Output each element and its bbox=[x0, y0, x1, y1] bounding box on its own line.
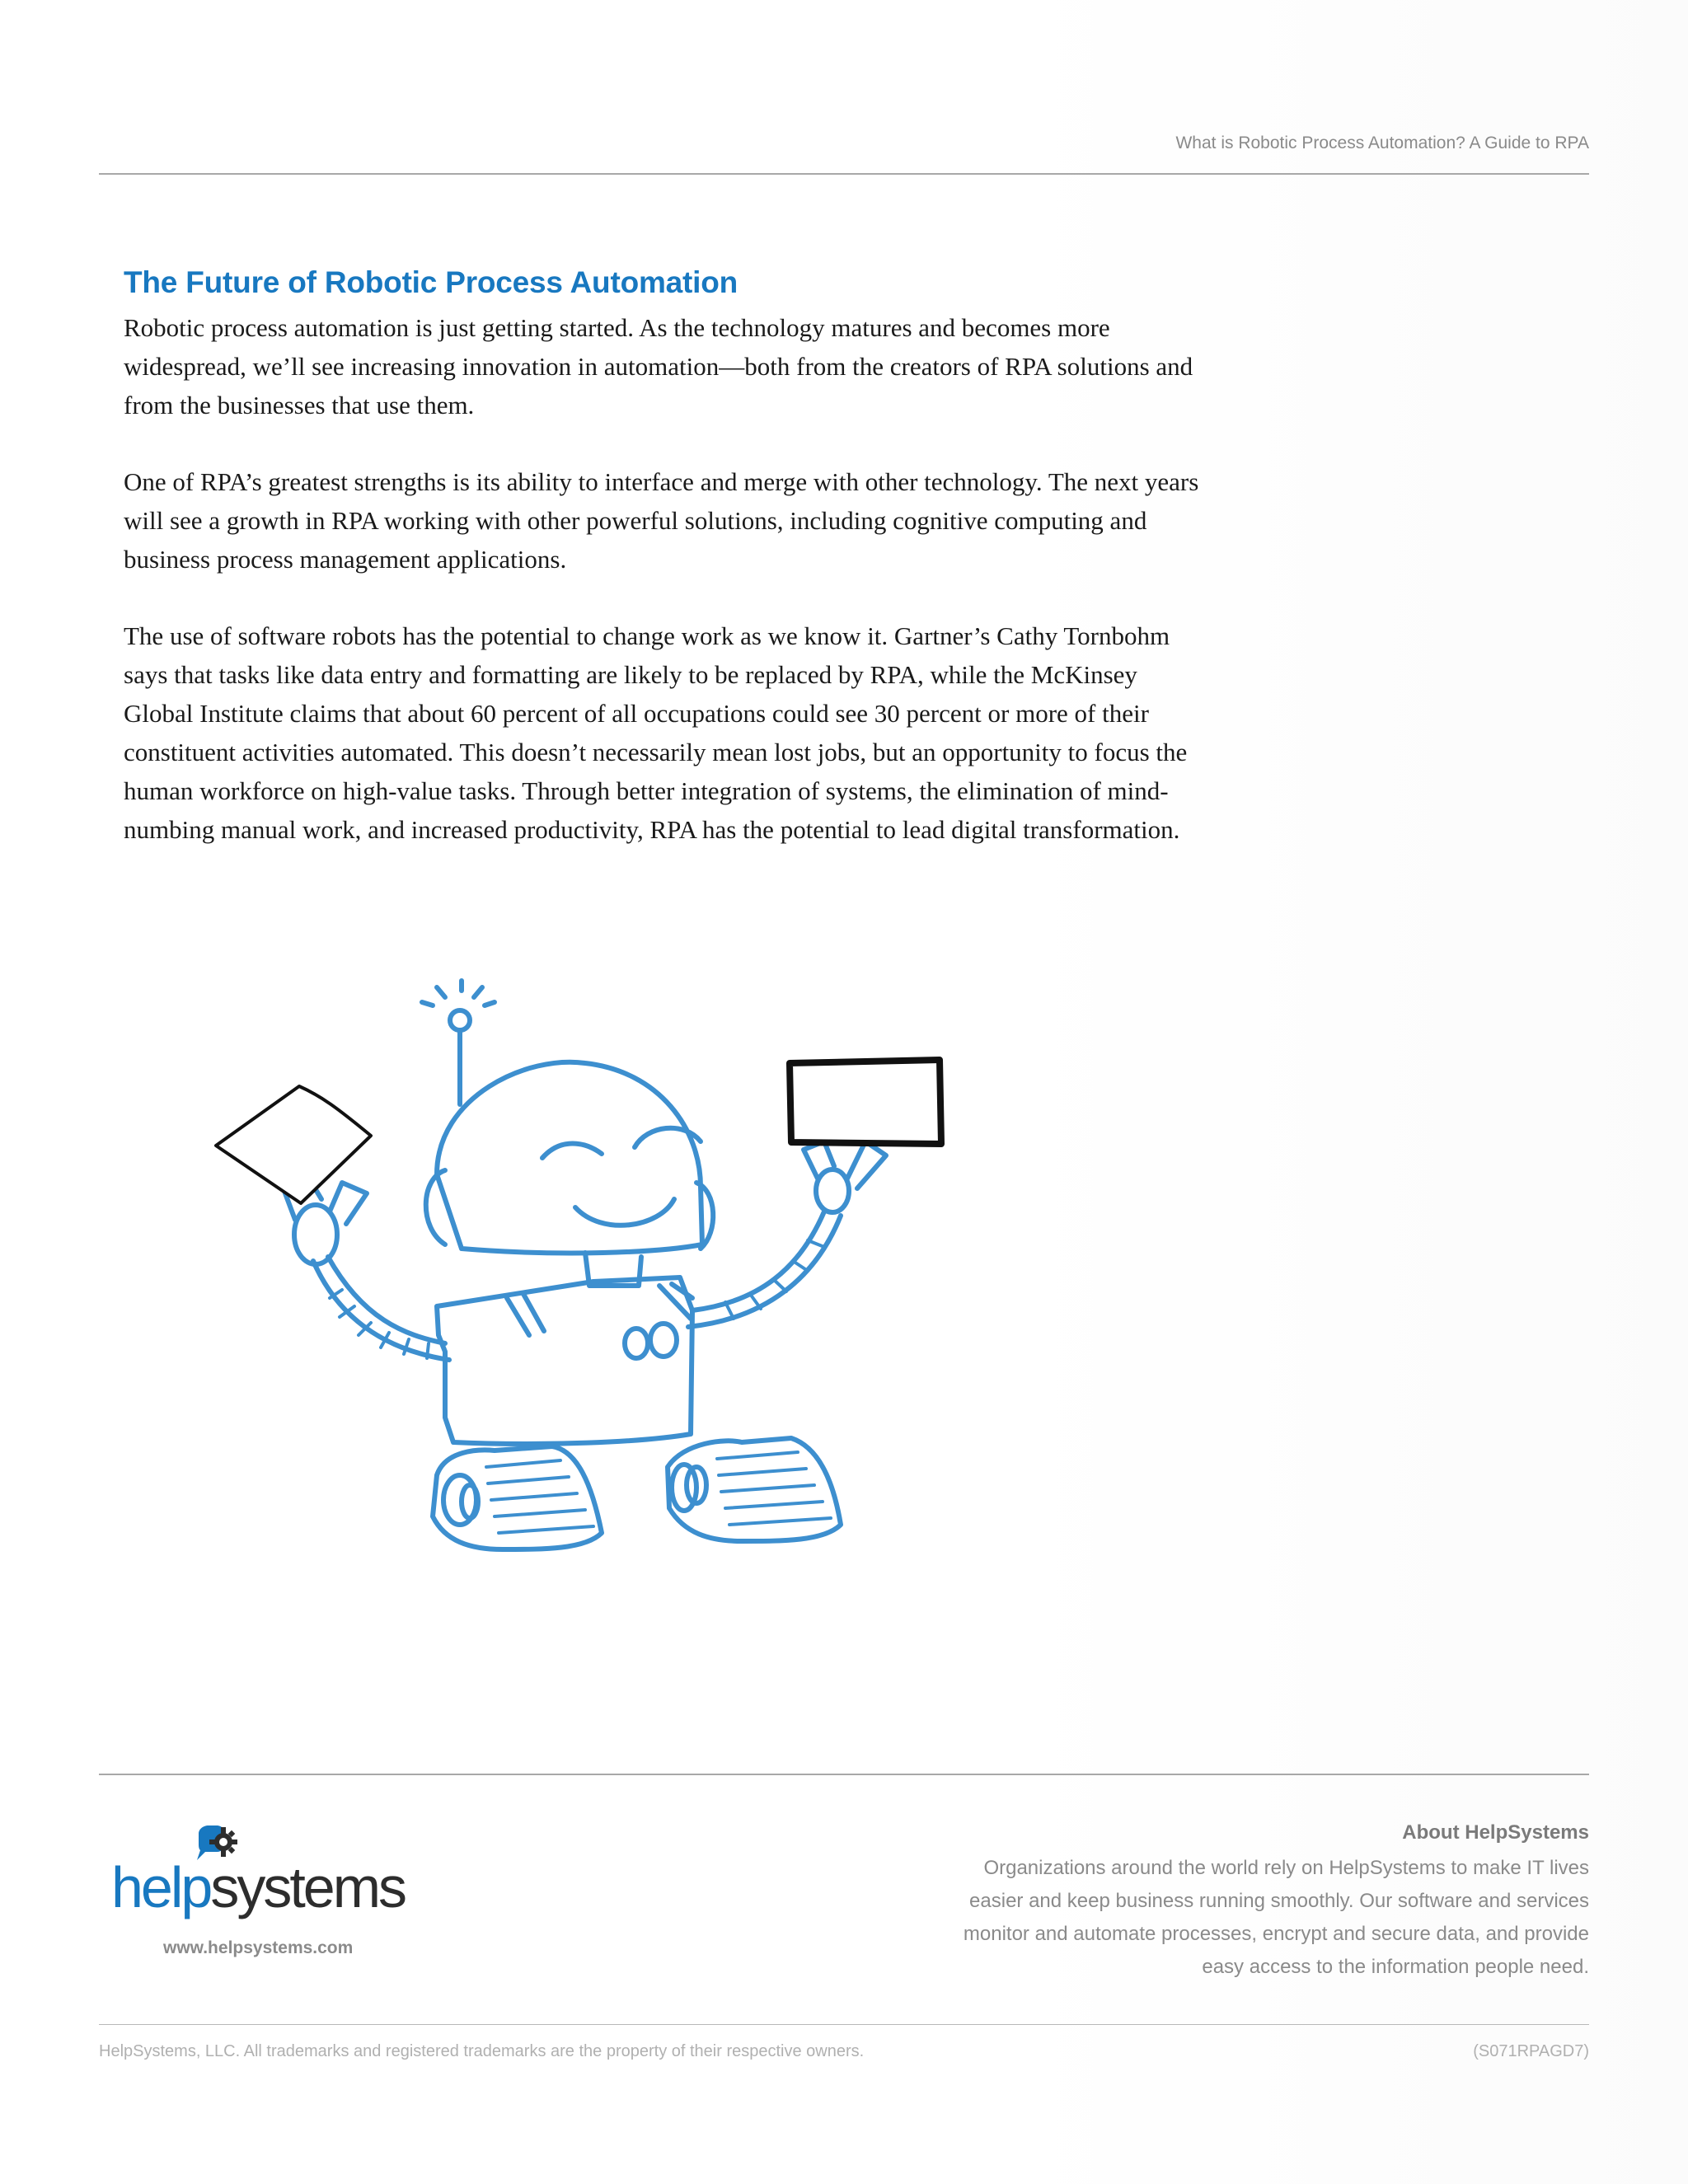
left-arm-segments bbox=[330, 1290, 429, 1358]
left-tread-lines bbox=[486, 1460, 593, 1533]
logo-wordmark-help: help bbox=[111, 1855, 211, 1919]
website-link[interactable]: www.helpsystems.com bbox=[163, 1938, 354, 1957]
running-header: What is Robotic Process Automation? A Guide to RPA bbox=[1175, 134, 1589, 152]
antenna-bulb bbox=[450, 1010, 470, 1030]
body-paragraph-2: One of RPA’s greatest strengths is its ability to interface and merge with other technology. The next years will see a growth in RPA working with other powerful solutions, including cognitive computing and business process management applications. bbox=[124, 467, 1199, 574]
right-hand bbox=[816, 1169, 849, 1212]
right-tread-lines bbox=[717, 1452, 831, 1525]
robot-body bbox=[437, 1277, 692, 1444]
right-finger bbox=[847, 1141, 886, 1188]
logo-wordmark bbox=[111, 1855, 406, 1919]
body-button-2 bbox=[650, 1324, 677, 1357]
antenna-spark-lines bbox=[422, 981, 495, 1005]
about-title: About HelpSystems bbox=[1402, 1821, 1589, 1844]
body-paragraph-1: Robotic process automation is just getting started. As the technology matures and becomes more widespread, we’ll see increasing innovation in automation—both from the creators of RPA solutions and from the businesses that use them. bbox=[124, 313, 1193, 419]
robot-head bbox=[437, 1062, 702, 1254]
robot-illustration bbox=[198, 972, 956, 1615]
header-divider bbox=[99, 173, 1589, 175]
legal-divider bbox=[99, 2024, 1589, 2025]
logo-wordmark-systems: systems bbox=[210, 1855, 406, 1919]
left-eye bbox=[542, 1144, 602, 1159]
helpsystems-logo bbox=[111, 1825, 441, 1924]
document-code: (S071RPAGD7) bbox=[1473, 2042, 1589, 2060]
about-text: Organizations around the world rely on HelpSystems to make IT lives easier and keep business running smoothly. Our software and services monitor and automate processes, encrypt and secure data, and provide easy access to the information people need. bbox=[963, 1857, 1589, 1978]
legal-notice: HelpSystems, LLC. All trademarks and registered trademarks are the property of their respective owners. bbox=[99, 2042, 865, 2060]
footer-divider bbox=[99, 1774, 1589, 1775]
section-title: The Future of Robotic Process Automation bbox=[124, 265, 738, 299]
left-arm-upper bbox=[328, 1257, 445, 1343]
left-ear bbox=[426, 1170, 445, 1244]
left-hand bbox=[294, 1205, 337, 1264]
smile bbox=[575, 1199, 674, 1226]
right-paper bbox=[790, 1060, 941, 1144]
right-arm-segments bbox=[725, 1240, 824, 1319]
body-paragraph-3: The use of software robots has the potential to change work as we know it. Gartner’s Cathy Tornbohm says that tasks like data entry and formatting are likely to be replaced by RPA, while the McKinsey Global Institute claims that about 60 percent of all occupations could see 30 percent or more of their constituent activities automated. This doesn’t necessarily mean lost jobs, but an opportunity to focus the human workforce on high-value tasks. Through better integration of systems, the elimination of mind-numbing manual work, and increased productivity, RPA has the potential to lead digital transformation. bbox=[124, 621, 1188, 844]
right-thumb bbox=[804, 1141, 834, 1179]
body-button-1 bbox=[625, 1329, 648, 1358]
